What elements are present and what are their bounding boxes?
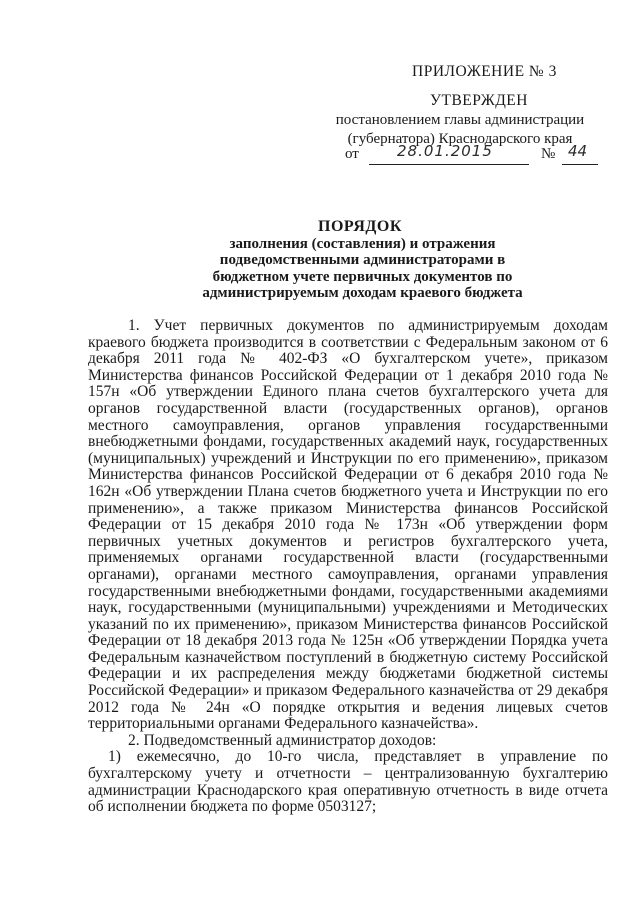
decree-text: постановлением главы администрации (губернатора) Краснодарского края bbox=[335, 112, 585, 147]
date-field bbox=[369, 142, 529, 165]
number-field bbox=[562, 142, 598, 165]
document-body bbox=[88, 318, 608, 816]
paragraph-1: 1. Учет первичных документов по администрируемым доходам краевого бюджета производится в соответствии с Федеральным законом от 6 декабря 2011 года № 402-ФЗ «О бухгалтерском учете», приказом Министерства финансов Российской Федерации от 1 декабря 2010 года № 157н «Об утверждении Единого плана счетов бухгалтерского учета для органов государственной власти (государственных органов), органов местного самоуправления, органов управления государственными внебюджетными фондами, государственных академий наук, государственных (муниципальных) учреждений и Инструкции по его применению», приказом Министерства финансов Российской Федерации от 6 декабря 2010 года № 162н «Об утверждении Плана счетов бюджетного учета и Инструкции по его применению», а также приказом Министерства финансов Российской Федерации от 15 декабря 2010 года № 173н «Об утверждении форм первичных учетных документов и регистров бухгалтерского учета, применяемых органами государственной власти (государственными органами), органами местного самоуправления, органами управления государственными внебюджетными фондами, государственными академиями наук, государственными (муниципальными) учреждениями и Методических указаний по их применению», приказом Министерства финансов Российской Федерации от 18 декабря 2013 года № 125н «Об утверждении Порядка учета Федеральным казначейством поступлений в бюджетную систему Российской Федерации и их распределения между бюджетами бюджетной системы Российской Федерации» и приказом Федерального казначейства от 29 декабря 2012 года № 24н «О порядке открытия и ведения лицевых счетов территориальными органами Федерального казначейства». bbox=[88, 317, 608, 733]
date-value: 28.01.2015 bbox=[397, 142, 493, 160]
number-value: 44 bbox=[568, 142, 588, 160]
date-line bbox=[345, 142, 605, 168]
date-label: от bbox=[345, 146, 359, 162]
document-subtitle: заполнения (составления) и отражения подведомственными администраторами в бюджетном учете первичных документов по администрируемым доходам краевого бюджета bbox=[202, 236, 523, 301]
paragraph-2: 2. Подведомственный администратор доходов: bbox=[128, 731, 437, 749]
paragraph-3: 1) ежемесячно, до 10-го числа, представляет в управление по бухгалтерскому учету и отчетности – централизованную бухгалтерию администрации Краснодарского края оперативную отчетность в виде отчета об исполнении бюджета по форме 0503127; bbox=[88, 748, 608, 816]
annex-label: ПРИЛОЖЕНИЕ № 3 bbox=[412, 63, 557, 80]
document-title: ПОРЯДОК bbox=[318, 218, 402, 235]
approved-label: УТВЕРЖДЕН bbox=[430, 92, 528, 109]
number-label: № bbox=[541, 146, 556, 162]
